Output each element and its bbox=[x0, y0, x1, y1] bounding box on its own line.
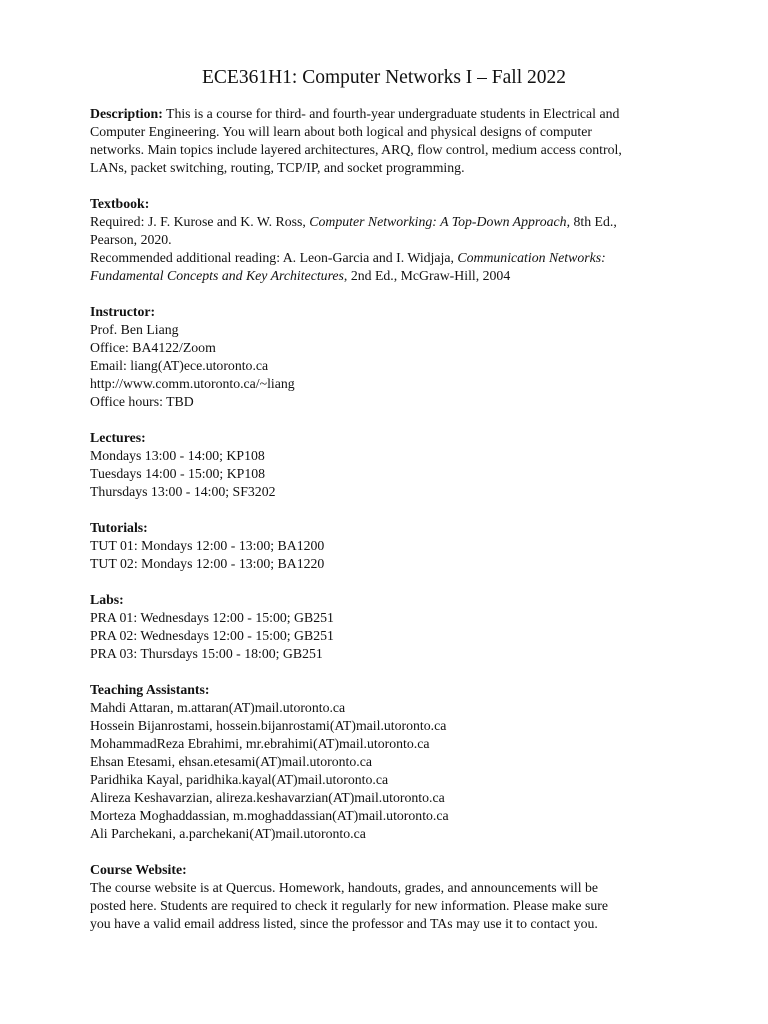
recommended-book-title-cont: Fundamental Concepts and Key Architectures bbox=[90, 268, 344, 283]
description-line bbox=[90, 105, 690, 123]
labs-section bbox=[90, 591, 690, 663]
labs-heading: Labs: bbox=[90, 592, 124, 607]
course-website-text: you have a valid email address listed, since the professor and TAs may use it to contact you. bbox=[90, 916, 598, 931]
textbook-heading: Textbook: bbox=[90, 196, 150, 211]
lab-slot: PRA 03: Thursdays 15:00 - 18:00; GB251 bbox=[90, 646, 323, 661]
instructor-heading: Instructor: bbox=[90, 304, 156, 319]
lecture-slot: Mondays 13:00 - 14:00; KP108 bbox=[90, 448, 265, 463]
instructor-email: Email: liang(AT)ece.utoronto.ca bbox=[90, 358, 269, 373]
ta-entry: MohammadReza Ebrahimi, mr.ebrahimi(AT)mail.utoronto.ca bbox=[90, 736, 430, 751]
recommended-prefix: Recommended additional reading: A. Leon-Garcia and I. Widjaja, bbox=[90, 250, 458, 265]
ta-entry: Hossein Bijanrostami, hossein.bijanrostami(AT)mail.utoronto.ca bbox=[90, 718, 447, 733]
description-text: This is a course for third- and fourth-year undergraduate students in Electrical and bbox=[162, 106, 620, 121]
ta-entry: Mahdi Attaran, m.attaran(AT)mail.utoronto.ca bbox=[90, 700, 346, 715]
lab-slot: PRA 02: Wednesdays 12:00 - 15:00; GB251 bbox=[90, 628, 334, 643]
tutorials-heading: Tutorials: bbox=[90, 520, 148, 535]
instructor-office-hours: Office hours: TBD bbox=[90, 394, 194, 409]
lecture-slot: Tuesdays 14:00 - 15:00; KP108 bbox=[90, 466, 266, 481]
required-textbook bbox=[90, 213, 690, 231]
document-body bbox=[90, 105, 690, 951]
required-book-title: Computer Networking: A Top-Down Approach bbox=[309, 214, 567, 229]
teaching-assistants-section bbox=[90, 681, 690, 843]
tutorials-section bbox=[90, 519, 690, 573]
textbook-section bbox=[90, 195, 690, 285]
description-label: Description: bbox=[90, 106, 163, 121]
lectures-section bbox=[90, 429, 690, 501]
required-prefix: Required: J. F. Kurose and K. W. Ross, bbox=[90, 214, 310, 229]
tutorial-slot: TUT 02: Mondays 12:00 - 13:00; BA1220 bbox=[90, 556, 325, 571]
page-title: ECE361H1: Computer Networks I – Fall 2022 bbox=[202, 67, 566, 88]
description-line: networks. Main topics include layered architectures, ARQ, flow control, medium access control, bbox=[90, 142, 622, 157]
teaching-assistants-heading: Teaching Assistants: bbox=[90, 682, 210, 697]
instructor-section bbox=[90, 303, 690, 411]
lecture-slot: Thursdays 13:00 - 14:00; SF3202 bbox=[90, 484, 276, 499]
tutorial-slot: TUT 01: Mondays 12:00 - 13:00; BA1200 bbox=[90, 538, 325, 553]
ta-entry: Alireza Keshavarzian, alireza.keshavarzian(AT)mail.utoronto.ca bbox=[90, 790, 445, 805]
instructor-office: Office: BA4122/Zoom bbox=[90, 340, 216, 355]
ta-entry: Ehsan Etesami, ehsan.etesami(AT)mail.utoronto.ca bbox=[90, 754, 372, 769]
recommended-reading-cont bbox=[90, 267, 690, 285]
instructor-name: Prof. Ben Liang bbox=[90, 322, 179, 337]
description-line: Computer Engineering. You will learn about both logical and physical designs of computer bbox=[90, 124, 592, 139]
recommended-book-title: Communication Networks: bbox=[457, 250, 606, 265]
course-website-text: posted here. Students are required to check it regularly for new information. Please make sure bbox=[90, 898, 608, 913]
course-website-section bbox=[90, 861, 690, 933]
recommended-suffix: , 2nd Ed., McGraw-Hill, 2004 bbox=[343, 268, 511, 283]
description-section bbox=[90, 105, 690, 177]
description-line: LANs, packet switching, routing, TCP/IP, and socket programming. bbox=[90, 160, 465, 175]
course-website-text: The course website is at Quercus. Homework, handouts, grades, and announcements will be bbox=[90, 880, 599, 895]
ta-entry: Ali Parchekani, a.parchekani(AT)mail.utoronto.ca bbox=[90, 826, 366, 841]
required-publisher: Pearson, 2020. bbox=[90, 232, 172, 247]
lectures-heading: Lectures: bbox=[90, 430, 146, 445]
ta-entry: Morteza Moghaddassian, m.moghaddassian(AT)mail.utoronto.ca bbox=[90, 808, 449, 823]
course-website-heading: Course Website: bbox=[90, 862, 187, 877]
required-suffix: , 8th Ed., bbox=[566, 214, 617, 229]
ta-entry: Paridhika Kayal, paridhika.kayal(AT)mail.utoronto.ca bbox=[90, 772, 389, 787]
lab-slot: PRA 01: Wednesdays 12:00 - 15:00; GB251 bbox=[90, 610, 334, 625]
instructor-website: http://www.comm.utoronto.ca/~liang bbox=[90, 376, 295, 391]
recommended-reading bbox=[90, 249, 690, 267]
